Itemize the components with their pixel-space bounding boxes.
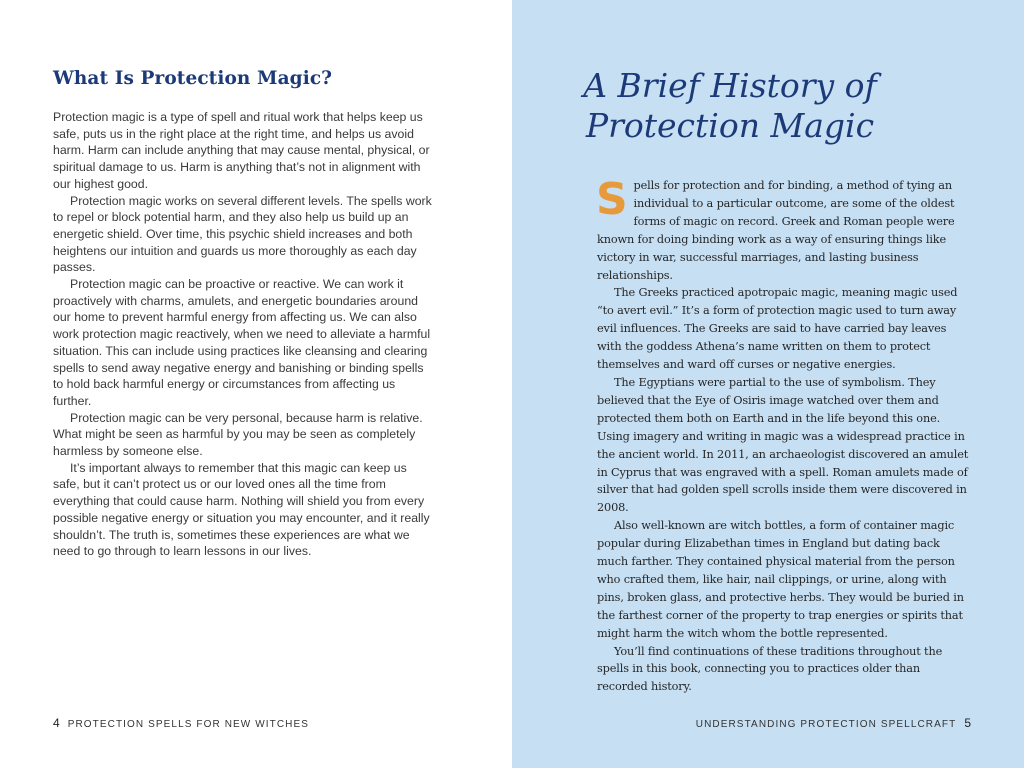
section-heading: What Is Protection Magic? xyxy=(53,68,333,89)
body-paragraph: Protection magic can be proactive or reactive. We can work it proactively with charms, amulets, and energetic boundaries around our home to prevent harmful energy from affecting us. We can also work protection magic reactively, when we need to alleviate a harmful situation. This can include using practices like cleansing and clearing spells to send away negative energy and banishing or binding spells to hold back harmful energy or circumstances from affecting us further. xyxy=(53,277,431,408)
body-paragraph: It’s important always to remember that this magic can keep us safe, but it can’t protect us or our loved ones all the time from everything that could cause harm. Nothing will shield you from every possible negative energy or situation you may encounter, and it really shouldn’t. The truth is, sometimes these experiences are what we need to go through to learn lessons in our lives. xyxy=(53,460,430,559)
running-head: PROTECTION SPELLS FOR NEW WITCHES xyxy=(67,719,310,730)
chapter-title-line-2: Protection Magic xyxy=(585,106,875,145)
body-paragraph: The Egyptians were partial to the use of symbolism. They believed that the Eye of Osiris image watched over them and protected them both on Earth and in the life beyond this one. Using imagery and writing in magic was a widespread practice in the ancient world. In 2011, an archaeologist discovered an amulet in Cyprus that was engraved with a spell. Roman amulets made of silver that had golden spell scrolls inside them were discovered in 2008. xyxy=(597,375,969,515)
right-body-text xyxy=(596,174,972,696)
running-head: UNDERSTANDING PROTECTION SPELLCRAFT xyxy=(695,719,957,730)
body-paragraph: You’ll find continuations of these traditions throughout the spells in this book, connecting you to practices older than recorded history. xyxy=(597,644,943,694)
body-paragraph: Also well-known are witch bottles, a form of container magic popular during Elizabethan times in England but dating back much farther. They contained physical material from the person who crafted them, like hair, nail clippings, or urine, along with pins, broken glass, and protective herbs. They would be buried in the farthest corner of the property to trap energies or spirits that might harm the witch whom the bottle represented. xyxy=(597,519,964,640)
body-paragraph: The Greeks practiced apotropaic magic, meaning magic used “to avert evil.” It’s a form of protection magic used to turn away evil influences. The Greeks are said to have carried bay leaves with the goddess Athena’s name written on them to protect themselves and ward off curses or negative energies. xyxy=(597,286,958,372)
left-body-text xyxy=(53,109,433,560)
drop-cap: S xyxy=(596,174,628,225)
chapter-title-line-1: A Brief History of xyxy=(583,66,877,105)
page-number: 4 xyxy=(53,716,60,730)
chapter-title xyxy=(530,66,930,146)
opening-paragraph-text: pells for protection and for binding, a method of tying an individual to a particular outcome, are some of the oldest forms of magic on record. Greek and Roman people were known for doing binding work as a way of ensuring things like victory in war, successful marriages, and lasting business relationships. xyxy=(597,179,955,282)
right-footer xyxy=(696,716,971,730)
body-paragraph: Protection magic can be very personal, because harm is relative. What might be seen as harmful by you may be seen as completely harmless by someone else. xyxy=(53,410,423,459)
body-paragraph: Protection magic is a type of spell and ritual work that helps keep us safe, puts us in the right place at the right time, and helps us avoid harm. Harm can include anything that may cause mental, physical, or spiritual damage to us. Harm is anything that’s not in alignment with our highest good. xyxy=(53,110,430,191)
left-footer xyxy=(53,716,309,730)
page-number: 5 xyxy=(964,716,971,730)
opening-paragraph xyxy=(596,174,972,284)
body-paragraph: Protection magic works on several different levels. The spells work to repel or block potential harm, and they also help us build up an energetic shield. Over time, this psychic shield increases and both heightens our intuition and guards us more thoroughly as each day passes. xyxy=(53,193,432,275)
